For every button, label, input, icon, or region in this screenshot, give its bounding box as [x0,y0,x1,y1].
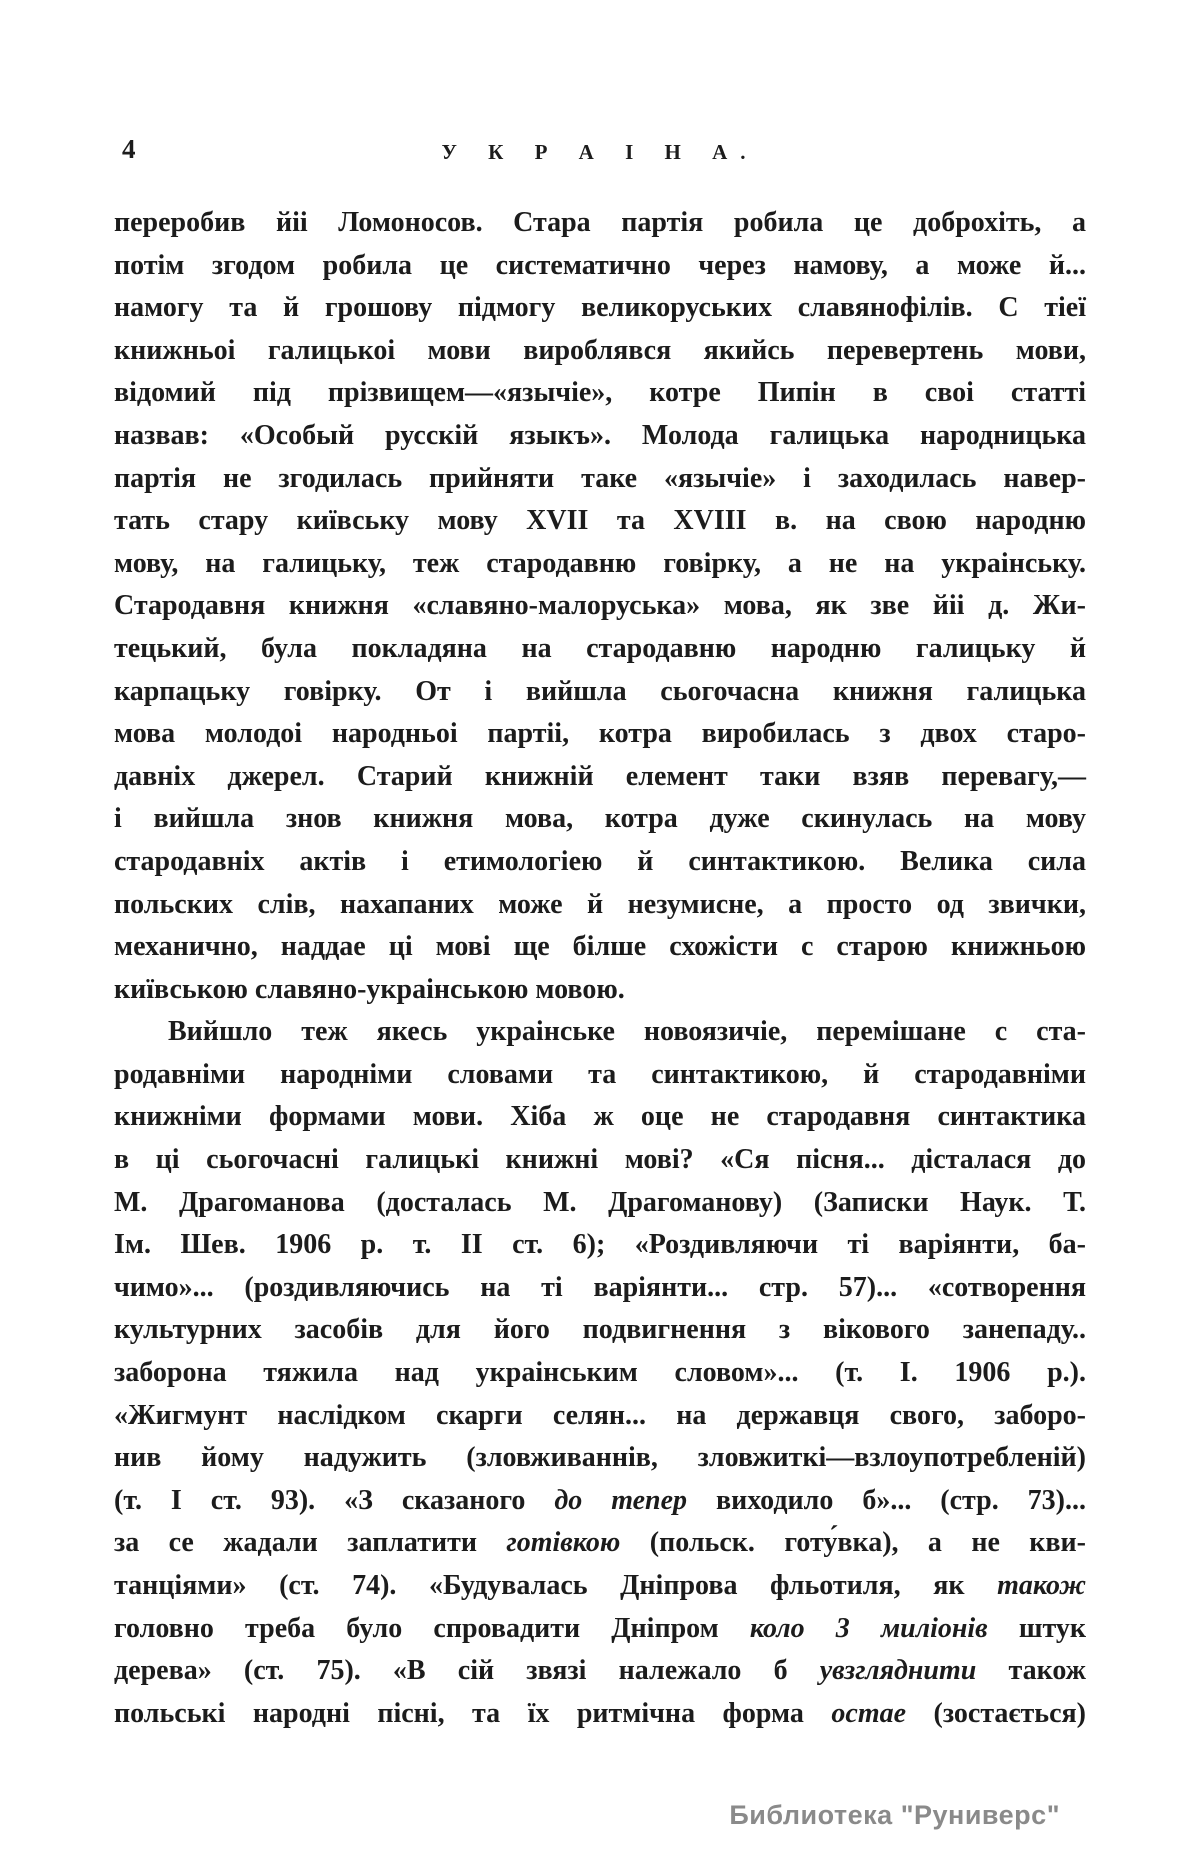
text-segment: головно треба було спровадити Дніпром [114,1612,750,1644]
page-header [114,132,1086,172]
text-segment: потім згодом робила це систематично через намову, а може й... [114,249,1086,281]
text-segment: карпацьку говірку. От і вийшла сьогочасна книжня галицька [114,675,1086,707]
text-line [114,1309,1086,1352]
text-segment-italic: готівкою [506,1527,621,1559]
text-segment: (зостається) [906,1697,1086,1729]
text-segment: польські народні пісні, та їх ритмічна форма [114,1697,832,1729]
text-line [114,1224,1086,1267]
text-line [114,1437,1086,1480]
text-segment: тать стару київську мову XVII та XVIII в. на свою народню [114,505,1086,537]
text-line [114,1480,1086,1523]
text-line [114,1650,1086,1693]
text-line [114,500,1086,543]
text-segment: Ім. Шев. 1906 р. т. II ст. 6); «Роздивляючи ті варіянти, ба- [114,1229,1086,1261]
text-line [114,671,1086,714]
text-line [114,585,1086,628]
text-segment: назвав: «Особый русскій языкъ». Молода галицька народницька [114,419,1086,451]
text-line [114,969,1086,1012]
text-segment: механично, наддае ці мові ще білше схожісти с старою книжньою [114,931,1086,963]
text-line [114,1395,1086,1438]
text-segment: книжньоі галицькоі мови вироблявся якийсь перевертень мови, [114,334,1086,366]
text-segment: чимо»... (роздивляючись на ті варіянти... стр. 57)... «сотворення [114,1271,1086,1303]
text-segment: дерева» (ст. 75). «В сій звязі належало б [114,1655,820,1687]
text-line [114,926,1086,969]
text-line [114,1352,1086,1395]
text-line [114,1139,1086,1182]
text-line [114,245,1086,288]
text-line [114,458,1086,501]
text-segment: родавніми народніми словами та синтактикою, й стародавніми [114,1058,1086,1090]
text-segment-italic: до тепер [554,1484,688,1516]
text-line [114,628,1086,671]
text-segment: Вийшло теж якесь украінське новоязичіе, перемішане с ста- [168,1016,1086,1048]
text-segment: мову, на галицьку, теж стародавню говірку, а не на украінську. [114,547,1086,579]
text-line [114,1522,1086,1565]
text-segment-italic: увзгляднити [819,1655,977,1687]
running-title: У К Р А І Н А. [441,140,759,164]
body-text [114,202,1086,1735]
text-line [114,543,1086,586]
text-segment-italic: коло 3 миліонів [749,1612,988,1644]
text-segment: переробив йіі Ломоносов. Стара партія робила це доброхіть, а [114,207,1086,238]
text-segment: польских слів, нахапаних може й незумисне, а просто од звички, [114,888,1086,920]
text-line [114,330,1086,373]
text-segment: партія не згодилась прийняти таке «язычіе» і заходилась навер- [114,462,1086,494]
text-segment: давніх джерел. Старий книжній елемент таки взяв перевагу,— [114,760,1086,792]
text-segment: танціями» (ст. 74). «Будувалась Дніпрова фльотиля, як [114,1570,998,1601]
watermark: Библиотека "Руниверс" [729,1800,1060,1830]
text-segment: за се жадали заплатити [114,1527,507,1559]
text-line [114,1096,1086,1139]
text-line [114,1608,1086,1651]
text-line [114,287,1086,330]
text-segment: штук [987,1612,1086,1644]
text-line [114,713,1086,756]
text-segment: мова молодоі народньоі партіі, котра виробилась з двох старо- [114,718,1086,750]
text-line [114,884,1086,927]
text-segment-italic: остае [831,1697,907,1729]
text-segment: (т. I ст. 93). «З сказаного [114,1484,555,1516]
text-line [114,1011,1086,1054]
text-segment: виходило б»... (стр. 73)... [687,1484,1086,1516]
text-segment: «Жигмунт наслідком скарги селян... на державця свого, заборо- [114,1399,1086,1431]
page-number: 4 [122,134,137,164]
text-segment: відомий під прізвищем—«язычіе», котре Пипін в своі статті [114,377,1086,409]
text-segment: і вийшла знов книжня мова, котра дуже скинулась на мову [114,803,1086,835]
text-line [114,1267,1086,1310]
text-segment: в ці сьогочасні галицькі книжні мові? «Ся пісня... дісталася до [114,1144,1086,1176]
text-line [114,1565,1086,1608]
text-line [114,202,1086,245]
text-segment: культурних засобів для його подвигнення з вікового занепаду.. [114,1314,1086,1346]
text-segment: намогу та й грошову підмогу великоруських славянофілів. С тіеї [114,292,1086,324]
text-segment: заборона тяжила над украінським словом»... (т. I. 1906 р.). [114,1357,1086,1389]
text-segment: (польск. готу́вка), а не кви- [620,1527,1086,1559]
text-segment: Стародавня книжня «славяно-малоруська» мова, як зве йіі д. Жи- [114,590,1086,622]
text-segment: нив йому надужить (зловживаннів, зловжиткі—взлоупотребленій) [114,1442,1086,1474]
text-segment: книжніми формами мови. Хіба ж оце не стародавня синтактика [114,1101,1086,1133]
text-line [114,1054,1086,1097]
text-segment-italic: також [997,1570,1086,1601]
text-line [114,372,1086,415]
text-line [114,841,1086,884]
text-segment: стародавніх актів і етимологіею й синтактикою. Велика сила [114,845,1086,877]
text-line [114,1693,1086,1736]
text-line [114,1182,1086,1225]
text-segment: київською славяно-украінською мовою. [114,973,625,1005]
text-line [114,415,1086,458]
text-segment: М. Драгоманова (досталась М. Драгоманову) (Записки Наук. Т. [114,1186,1086,1218]
text-line [114,798,1086,841]
text-segment: також [976,1655,1086,1687]
text-segment: тецький, була покладяна на стародавню народню галицьку й [114,632,1086,664]
text-line [114,756,1086,799]
